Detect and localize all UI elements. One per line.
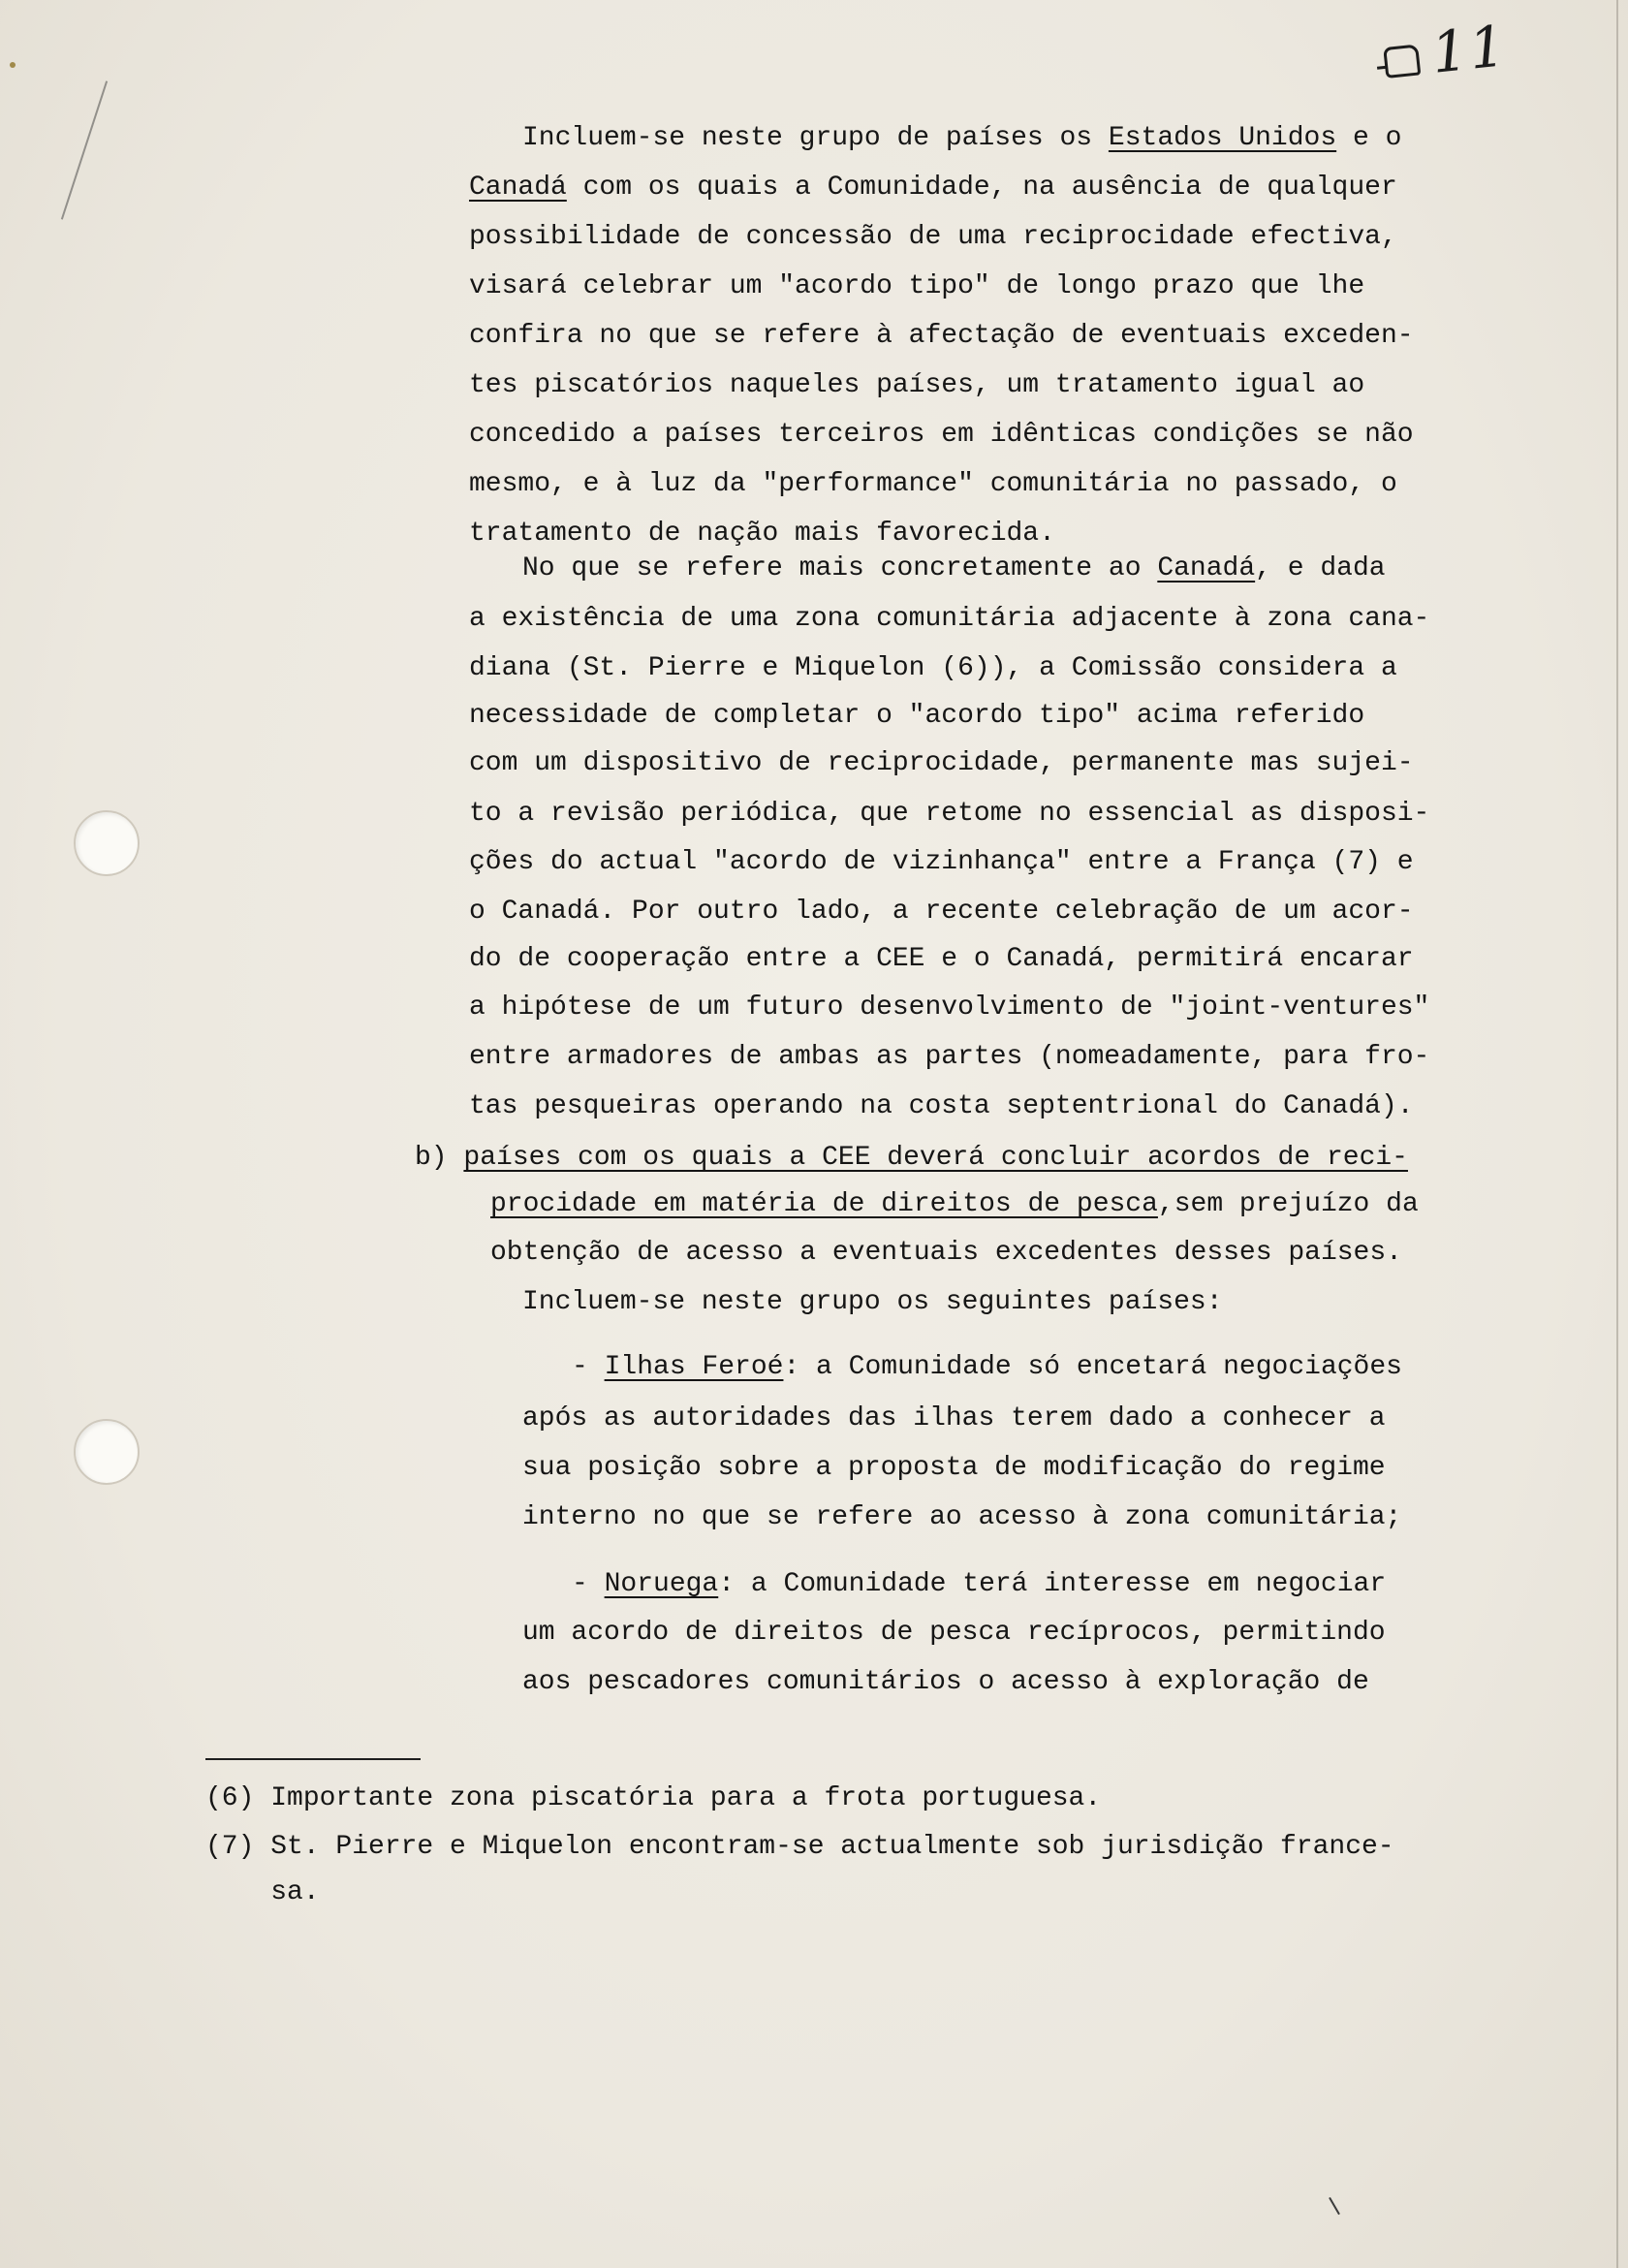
text-segment: concedido a países terceiros em idênticas condições se não — [469, 420, 1414, 450]
text-line — [490, 1188, 1419, 1221]
text-segment: Incluem-se neste grupo de países os — [522, 123, 1109, 153]
text-segment: com um dispositivo de reciprocidade, permanente mas sujei- — [469, 748, 1414, 778]
text-segment: possibilidade de concessão de uma reciprocidade efectiva, — [469, 222, 1397, 252]
text-segment: com os quais a Comunidade, na ausência de qualquer — [566, 173, 1397, 203]
underlined-text: procidade em matéria de direitos de pesca — [490, 1189, 1158, 1219]
text-line — [469, 172, 1397, 205]
underlined-text: Estados Unidos — [1108, 123, 1337, 153]
text-line — [469, 221, 1397, 254]
text-segment: , e dada — [1255, 553, 1386, 583]
text-segment: visará celebrar um "acordo tipo" de longo prazo que lhe — [469, 271, 1365, 301]
underlined-text: países com os quais a CEE deverá concluir acordos de reci- — [463, 1143, 1408, 1173]
underlined-text: Ilhas Feroé — [604, 1352, 784, 1382]
text-segment: diana (St. Pierre e Miquelon (6)), a Comissão considera a — [469, 653, 1397, 683]
text-line — [469, 846, 1414, 879]
text-line — [469, 700, 1364, 733]
text-segment: No que se refere mais concretamente ao — [522, 553, 1158, 583]
text-segment: ,sem prejuízo da — [1157, 1189, 1419, 1219]
underlined-text: Canadá — [469, 173, 567, 203]
text-line — [469, 603, 1429, 636]
text-line — [522, 1666, 1369, 1699]
text-line — [522, 1617, 1386, 1650]
text-segment: : a Comunidade terá interesse em negociar — [718, 1569, 1387, 1599]
text-line — [469, 747, 1414, 780]
text-line — [572, 1351, 1402, 1384]
text-line — [469, 419, 1414, 452]
underlined-text: Noruega — [604, 1569, 719, 1599]
text-line — [469, 1041, 1429, 1074]
text-segment: interno no que se refere ao acesso à zona comunitária; — [522, 1502, 1402, 1532]
text-line — [415, 1142, 1408, 1175]
handwritten-page-number: - 11 — [1372, 13, 1511, 89]
text-line — [469, 270, 1364, 303]
footnote-7-continued: sa. — [205, 1877, 320, 1907]
footnote-divider — [205, 1758, 421, 1760]
text-segment: entre armadores de ambas as partes (nomeadamente, para fro- — [469, 1042, 1430, 1072]
page-number-text: 11 — [1428, 13, 1511, 86]
text-line — [572, 1568, 1386, 1601]
text-line — [469, 943, 1414, 976]
text-segment: sua posição sobre a proposta de modificação do regime — [522, 1453, 1386, 1483]
text-line — [522, 1452, 1386, 1485]
text-segment: aos pescadores comunitários o acesso à exploração de — [522, 1667, 1369, 1697]
text-line — [522, 122, 1401, 155]
text-segment: to a revisão periódica, que retome no essencial as disposi- — [469, 799, 1430, 829]
text-segment: confira no que se refere à afectação de eventuais exceden- — [469, 321, 1414, 351]
text-line — [469, 518, 1055, 551]
text-line — [469, 468, 1397, 501]
text-segment: tratamento de nação mais favorecida. — [469, 519, 1055, 549]
text-line — [469, 992, 1429, 1024]
text-segment: : a Comunidade só encetará negociações — [783, 1352, 1402, 1382]
text-line — [469, 320, 1414, 353]
underlined-text: Canadá — [1157, 553, 1256, 583]
text-line — [522, 552, 1386, 585]
text-segment: obtenção de acesso a eventuais excedentes desses países. — [490, 1238, 1402, 1268]
text-segment: Incluem-se neste grupo os seguintes países: — [522, 1287, 1223, 1317]
text-segment: - — [572, 1569, 605, 1599]
text-segment: - — [572, 1352, 605, 1382]
text-segment: tas pesqueiras operando na costa septentrional do Canadá). — [469, 1091, 1414, 1121]
text-segment: b) — [415, 1143, 464, 1173]
text-line — [522, 1501, 1401, 1534]
text-line — [469, 798, 1429, 831]
text-line — [490, 1237, 1402, 1270]
text-segment: a existência de uma zona comunitária adjacente à zona cana- — [469, 604, 1430, 634]
text-segment: do de cooperação entre a CEE e o Canadá, permitirá encarar — [469, 944, 1414, 974]
text-segment: um acordo de direitos de pesca recíprocos, permitindo — [522, 1618, 1386, 1648]
footnote-7: (7) St. Pierre e Miquelon encontram-se actualmente sob jurisdição france- — [205, 1832, 1394, 1862]
text-segment: e o — [1336, 123, 1402, 153]
text-segment: após as autoridades das ilhas terem dado a conhecer a — [522, 1403, 1386, 1433]
text-line — [469, 369, 1364, 402]
text-segment: necessidade de completar o "acordo tipo" acima referido — [469, 701, 1365, 731]
text-segment: ções do actual "acordo de vizinhança" entre a França (7) e — [469, 847, 1414, 877]
text-segment: tes piscatórios naqueles países, um tratamento igual ao — [469, 370, 1365, 400]
text-segment: a hipótese de um futuro desenvolvimento de "joint-ventures" — [469, 992, 1430, 1023]
text-segment: o Canadá. Por outro lado, a recente celebração de um acor- — [469, 897, 1414, 927]
text-line — [469, 896, 1414, 929]
footnote-6: (6) Importante zona piscatória para a frota portuguesa. — [205, 1783, 1102, 1813]
text-line — [522, 1402, 1386, 1435]
text-line — [522, 1286, 1223, 1319]
text-segment: mesmo, e à luz da "performance" comunitária no passado, o — [469, 469, 1397, 499]
text-line — [469, 652, 1397, 685]
text-line — [469, 1090, 1414, 1123]
